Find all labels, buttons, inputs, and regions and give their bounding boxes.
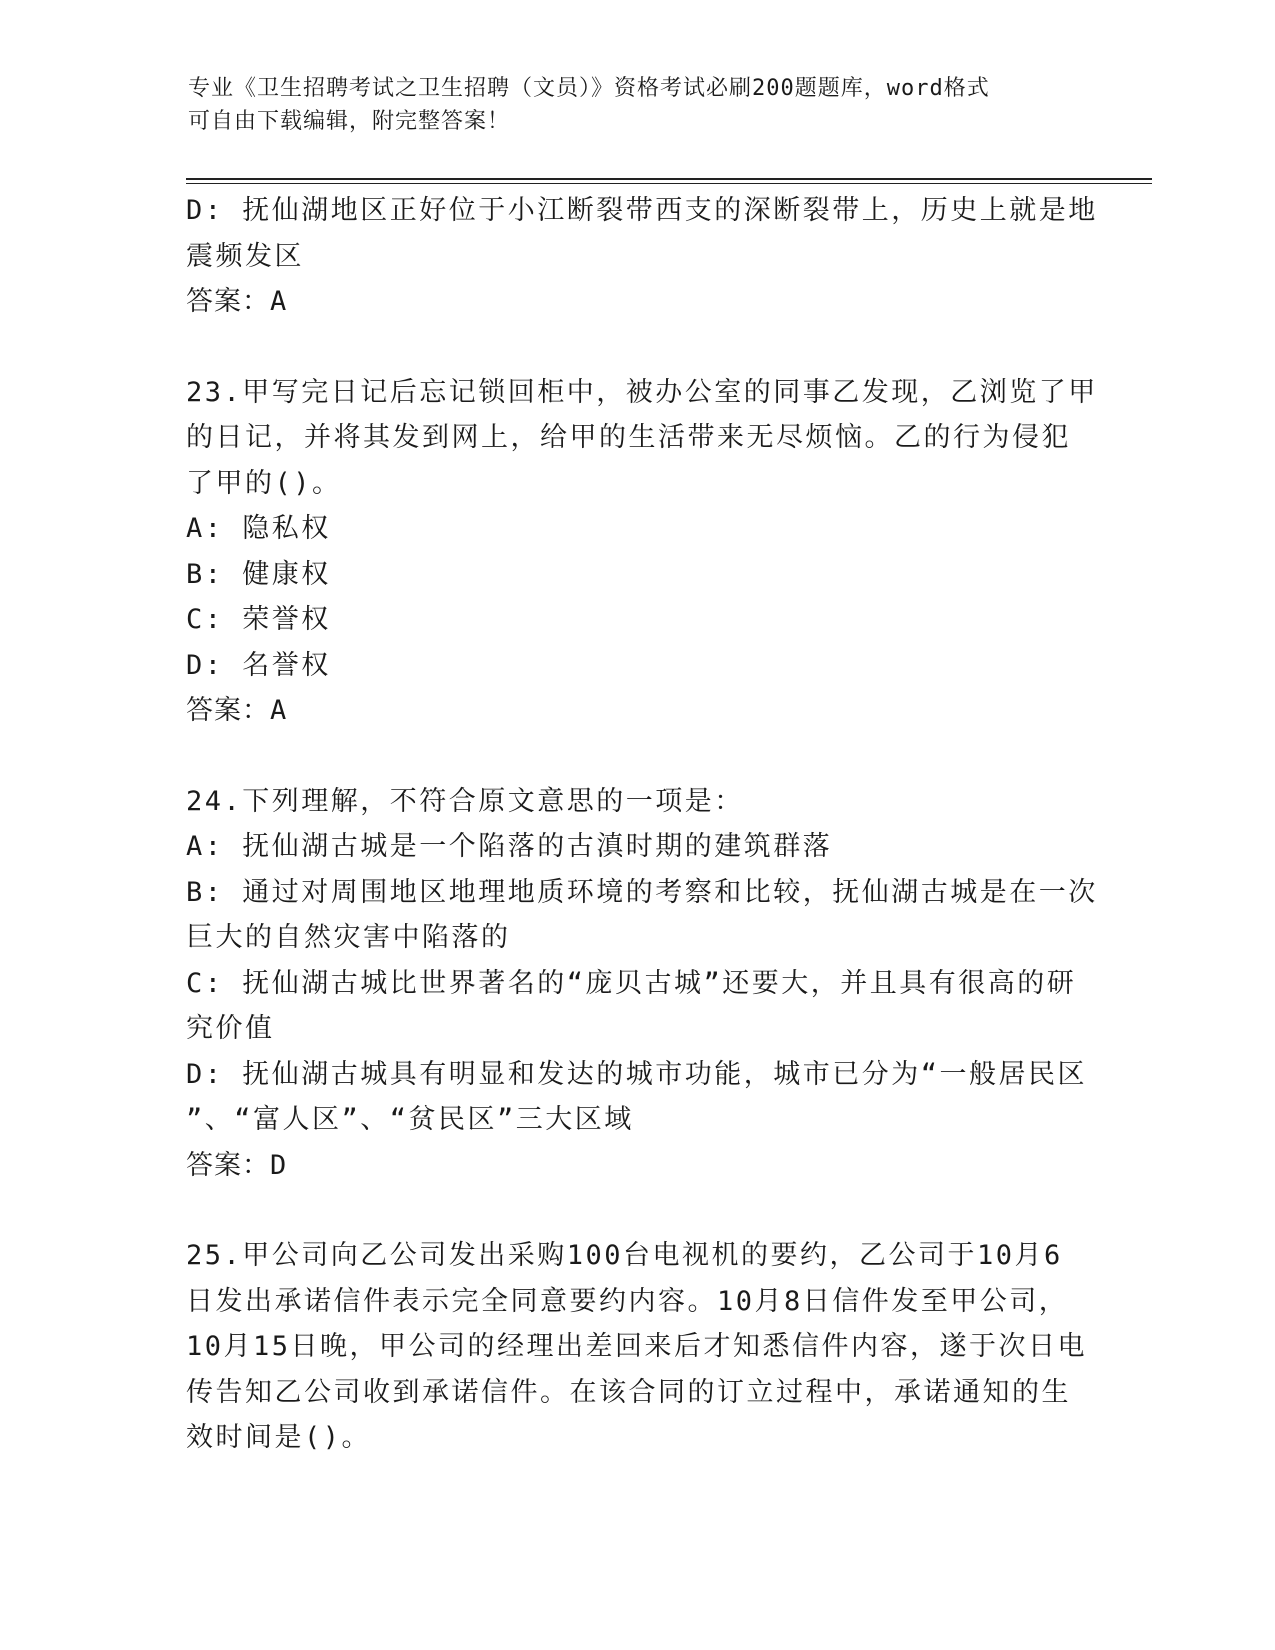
header-rule-thick [186,178,1152,180]
option-line: D: 抚仙湖地区正好位于小江断裂带西支的深断裂带上，历史上就是地 [186,195,1098,226]
answer-label: 答案： [186,695,270,726]
question-stem-line: 的日记，并将其发到网上，给甲的生活带来无尽烦恼。乙的行为侵犯 [186,422,1071,453]
question-stem-line: 23.甲写完日记后忘记锁回柜中，被办公室的同事乙发现，乙浏览了甲 [186,376,1098,408]
question-24 [186,779,1098,1189]
option-c-cont: 究价值 [186,1013,275,1044]
option-d: D: 名誉权 [186,649,331,681]
option-line: 震频发区 [186,240,304,272]
question-content [186,188,1098,1461]
option-b: B: 健康权 [186,558,331,590]
option-c: C: 抚仙湖古城比世界著名的“庞贝古城”还要大，并且具有很高的研 [186,967,1077,999]
answer-value: D [270,1149,288,1181]
spacer [186,325,1086,370]
question-23-answer [186,688,1086,734]
option-a: A: 隐私权 [186,513,331,544]
question-22-answer [186,279,1086,325]
option-d: D: 抚仙湖古城具有明显和发达的城市功能，城市已分为“一般居民区 [186,1058,1088,1090]
question-23 [186,370,1098,734]
question-stem-line: 24.下列理解，不符合原文意思的一项是： [186,785,744,817]
option-c: C: 荣誉权 [186,604,331,635]
question-stem-line: 日发出承诺信件表示完全同意要约内容。10月8日信件发至甲公司， [186,1285,1069,1317]
spacer [186,734,1086,779]
question-stem-line: 25.甲公司向乙公司发出采购100台电视机的要约，乙公司于10月6 [186,1240,1063,1271]
option-d-cont: ”、“富人区”、“贫民区”三大区域 [186,1104,634,1135]
header-line-2: 可自由下载编辑，附完整答案！ [188,109,511,134]
page-header [188,72,1088,138]
answer-label: 答案： [186,1149,270,1181]
question-24-answer [186,1143,1086,1189]
answer-value: A [270,695,288,726]
question-stem-line: 了甲的()。 [186,467,342,499]
answer-label: 答案： [186,286,270,317]
question-stem-line: 传告知乙公司收到承诺信件。在该合同的订立过程中，承诺通知的生 [186,1376,1071,1408]
spacer [186,1188,1086,1233]
option-b-cont: 巨大的自然灾害中陷落的 [186,922,511,953]
header-rule-thin [186,183,1152,184]
question-stem-line: 10月15日晚，甲公司的经理出差回来后才知悉信件内容，遂于次日电 [186,1331,1088,1362]
option-a: A: 抚仙湖古城是一个陷落的古滇时期的建筑群落 [186,831,833,862]
option-b: B: 通过对周围地区地理地质环境的考察和比较，抚仙湖古城是在一次 [186,876,1098,908]
answer-value: A [270,286,288,317]
header-line-1: 专业《卫生招聘考试之卫生招聘（文员）》资格考试必刷200题题库，word格式 [188,76,990,101]
question-25 [186,1233,1086,1461]
question-stem-line: 效时间是()。 [186,1422,372,1453]
question-22-option-d [186,188,1098,279]
